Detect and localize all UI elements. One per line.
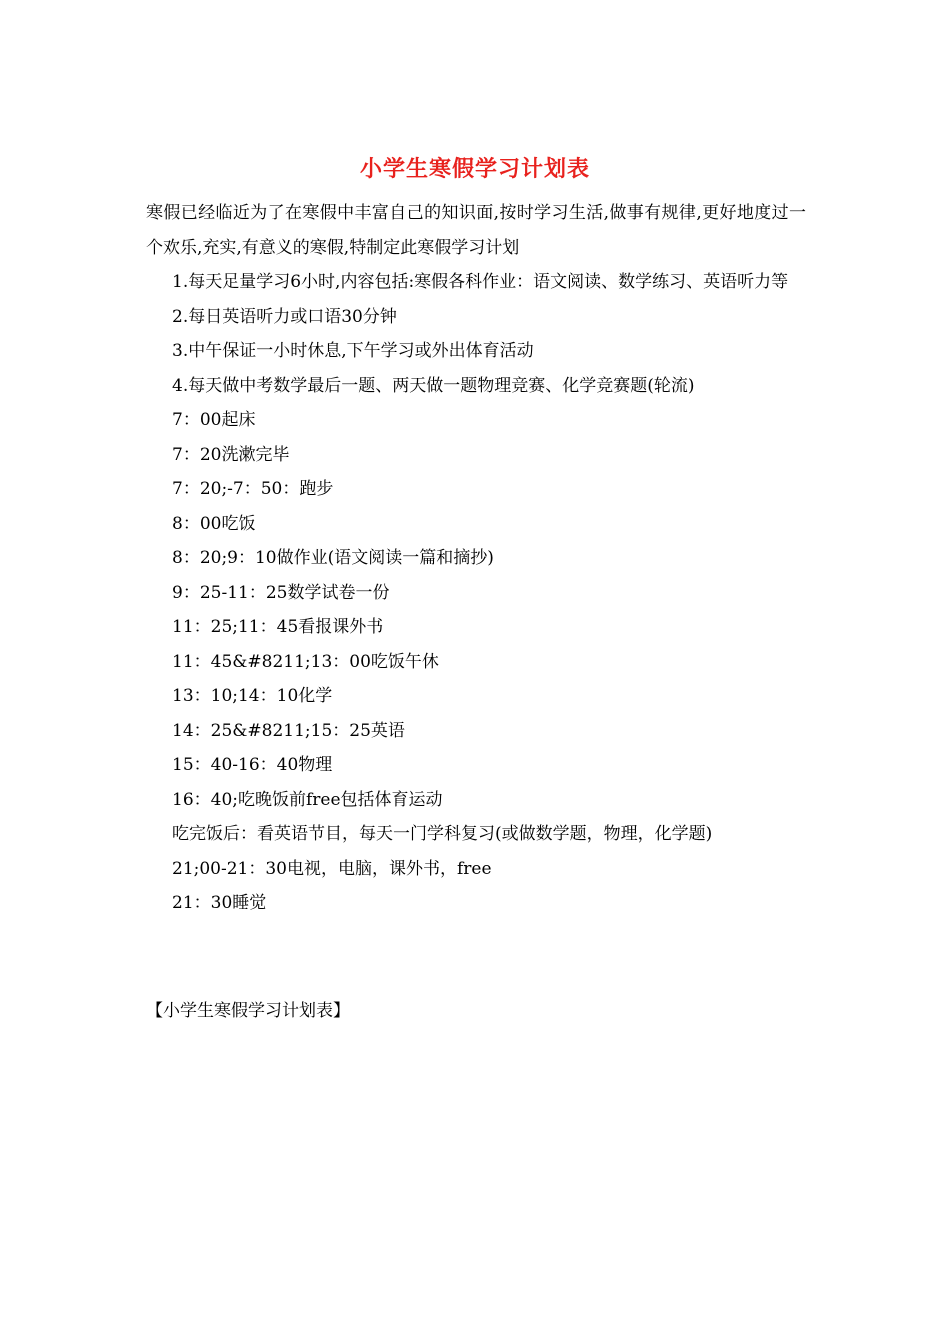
plan-item: 9：25-11：25数学试卷一份 bbox=[172, 582, 390, 603]
plan-item: 4.每天做中考数学最后一题、两天做一题物理竞赛、化学竞赛题(轮流) bbox=[172, 375, 695, 396]
plan-item: 15：40-16：40物理 bbox=[172, 755, 333, 775]
plan-item: 13：10;14：10化学 bbox=[172, 686, 333, 706]
plan-item: 8：00吃饭 bbox=[172, 513, 256, 534]
plan-item: 14：25&#8211;15：25英语 bbox=[172, 720, 405, 741]
plan-item: 11：25;11：45看报课外书 bbox=[172, 617, 384, 637]
plan-item: 11：45&#8211;13：00吃饭午休 bbox=[172, 651, 439, 672]
plan-item: 吃完饭后：看英语节目，每天一门学科复习(或做数学题，物理，化学题) bbox=[172, 824, 713, 844]
plan-item: 7：20;-7：50：跑步 bbox=[172, 479, 334, 499]
plan-item: 16：40;吃晚饭前free包括体育运动 bbox=[172, 789, 443, 810]
document-title: 小学生寒假学习计划表 bbox=[359, 156, 590, 182]
plan-item: 8：20;9：10做作业(语文阅读一篇和摘抄) bbox=[172, 548, 494, 568]
plan-list bbox=[146, 265, 806, 921]
plan-item: 21：30睡觉 bbox=[172, 893, 267, 913]
plan-item: 1.每天足量学习6小时,内容包括:寒假各科作业：语文阅读、数学练习、英语听力等 bbox=[172, 272, 789, 292]
plan-item: 7：00起床 bbox=[172, 410, 256, 430]
plan-item: 3.中午保证一小时休息,下午学习或外出体育活动 bbox=[172, 341, 534, 361]
intro-paragraph: 寒假已经临近为了在寒假中丰富自己的知识面,按时学习生活,做事有规律,更好地度过一个欢乐,充实,有意义的寒假,特制定此寒假学习计划 bbox=[146, 203, 806, 258]
plan-item: 2.每日英语听力或口语30分钟 bbox=[172, 306, 397, 327]
footer-note: 【小学生寒假学习计划表】 bbox=[146, 1001, 350, 1021]
plan-item: 7：20洗漱完毕 bbox=[172, 444, 290, 465]
plan-item: 21;00-21：30电视，电脑，课外书，free bbox=[172, 858, 492, 879]
